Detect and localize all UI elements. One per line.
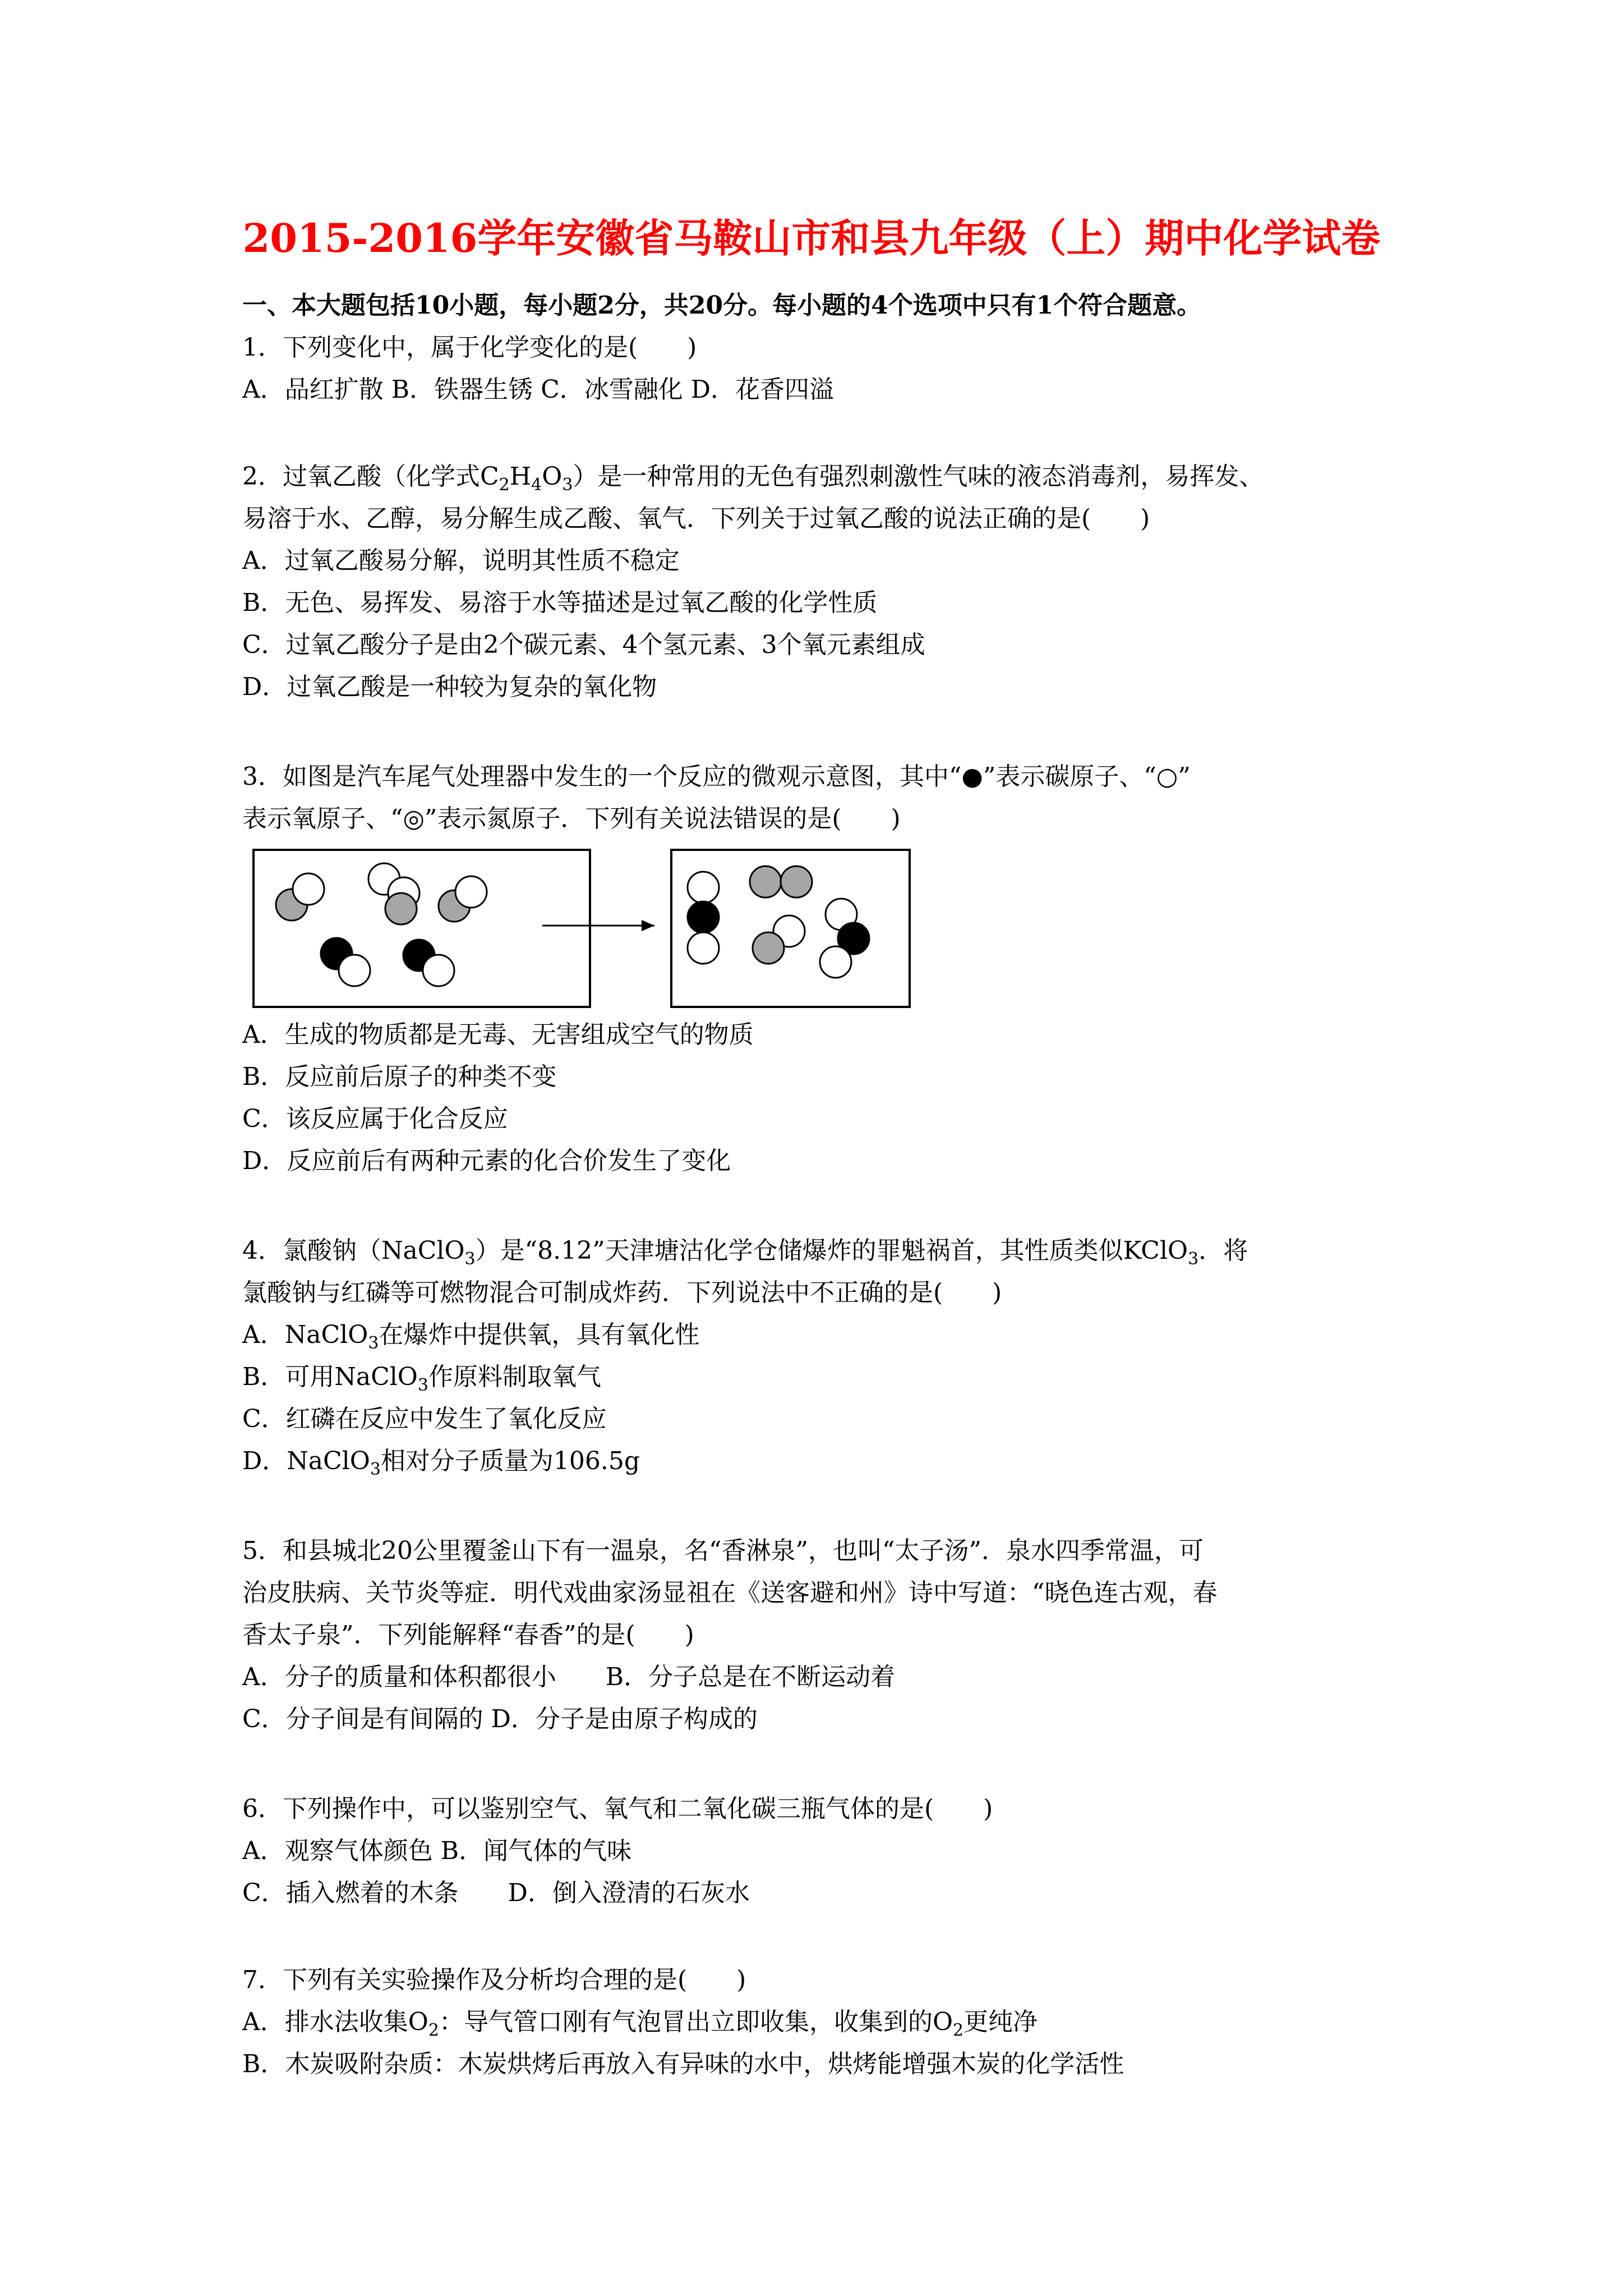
q4-stem-line2: 氯酸钠与红磷等可燃物混合可制成炸药．下列说法中不正确的是( )	[242, 1278, 1002, 1307]
q4-option-d: D．NaClO$_3$相对分子质量为106.5g	[242, 1447, 640, 1479]
q3-stem-line2: 表示氧原子、“◎”表示氮原子．下列有关说法错误的是( )	[242, 804, 901, 833]
oxygen-atom	[688, 932, 719, 964]
q4-option-b: B．可用NaClO$_3$作原料制取氧气	[242, 1363, 601, 1395]
q6-options-ab: A．观察气体颜色 B．闻气体的气味	[242, 1837, 632, 1865]
q2-option-d: D．过氧乙酸是一种较为复杂的氧化物	[242, 673, 657, 701]
q2-stem-line2: 易溶于水、乙醇，易分解生成乙酸、氧气．下列关于过氧乙酸的说法正确的是( )	[242, 504, 1150, 533]
q7-option-b: B．木炭吸附杂质：木炭烘烤后再放入有异味的水中，烘烤能增强木炭的化学活性	[242, 2050, 1124, 2078]
oxygen-atom	[455, 876, 487, 908]
nitrogen-atom	[385, 893, 417, 924]
page-title: 2015-2016学年安徽省马鞍山市和县九年级（上）期中化学试卷	[242, 215, 1381, 261]
section-header: 一、本大题包括10小题，每小题2分，共20分。每小题的4个选项中只有1个符合题意。	[242, 291, 1202, 320]
carbon-atom	[688, 901, 719, 933]
oxygen-atom	[423, 955, 454, 986]
q7-stem: 7．下列有关实验操作及分析均合理的是( )	[242, 1966, 746, 1994]
nitrogen-atom	[781, 866, 812, 898]
q3-option-c: C．该反应属于化合反应	[242, 1105, 508, 1133]
reaction-diagram	[242, 847, 915, 1015]
q5-options-cd: C．分子间是有间隔的 D．分子是由原子构成的	[242, 1705, 758, 1733]
q3-option-b: B．反应前后原子的种类不变	[242, 1062, 557, 1091]
q4-option-c: C．红磷在反应中发生了氧化反应	[242, 1405, 607, 1433]
q2-option-b: B．无色、易挥发、易溶于水等描述是过氧乙酸的化学性质	[242, 588, 878, 617]
q3-option-a: A．生成的物质都是无毒、无害组成空气的物质	[242, 1020, 754, 1049]
q5-options-ab: A．分子的质量和体积都很小 B．分子总是在不断运动着	[242, 1663, 896, 1691]
q2-option-a: A．过氧乙酸易分解，说明其性质不稳定	[242, 546, 680, 575]
oxygen-atom	[339, 955, 370, 986]
nitrogen-atom	[753, 932, 784, 964]
q4-stem-line1: 4．氯酸钠（NaClO$_3$）是“8.12”天津塘沽化学仓储爆炸的罪魁祸首，其性质类似KClO$_3$．将	[242, 1236, 1248, 1269]
q7-option-a: A．排水法收集$O_2$：导气管口刚有气泡冒出立即收集，收集到的$O_2$更纯净	[242, 2008, 1038, 2040]
q6-stem: 6．下列操作中，可以鉴别空气、氧气和二氧化碳三瓶气体的是( )	[242, 1795, 993, 1823]
q5-stem-line1: 5．和县城北20公里覆釜山下有一温泉，名“香淋泉”，也叫“太子汤”．泉水四季常温，可	[242, 1536, 1204, 1565]
q1-options: A．品红扩散 B．铁器生锈 C．冰雪融化 D．花香四溢	[242, 375, 834, 404]
q2-option-c: C．过氧乙酸分子是由2个碳元素、4个氢元素、3个氧元素组成	[242, 631, 925, 659]
q4-option-a: A．NaClO$_3$在爆炸中提供氧，具有氧化性	[242, 1320, 700, 1353]
q3-option-d: D．反应前后有两种元素的化合价发生了变化	[242, 1147, 731, 1175]
q6-options-cd: C．插入燃着的木条 D．倒入澄清的石灰水	[242, 1879, 750, 1907]
q2-stem-line1: 2．过氧乙酸（化学式$C_2H_4O_3$）是一种常用的无色有强烈刺激性气味的液态消毒剂，易挥发、	[242, 462, 1264, 495]
oxygen-atom	[293, 873, 324, 905]
q3-stem-line1: 3．如图是汽车尾气处理器中发生的一个反应的微观示意图，其中“●”表示碳原子、“○”	[242, 762, 1191, 791]
nitrogen-atom	[750, 866, 781, 898]
oxygen-atom	[820, 946, 851, 978]
q5-stem-line3: 香太子泉”．下列能解释“春香”的是( )	[242, 1621, 694, 1649]
oxygen-atom	[688, 872, 719, 903]
q5-stem-line2: 治皮肤病、关节炎等症．明代戏曲家汤显祖在《送客避和州》诗中写道：“晓色连古观，春	[242, 1579, 1218, 1607]
q1-stem: 1．下列变化中，属于化学变化的是( )	[242, 333, 697, 362]
arrow-head	[642, 920, 654, 931]
